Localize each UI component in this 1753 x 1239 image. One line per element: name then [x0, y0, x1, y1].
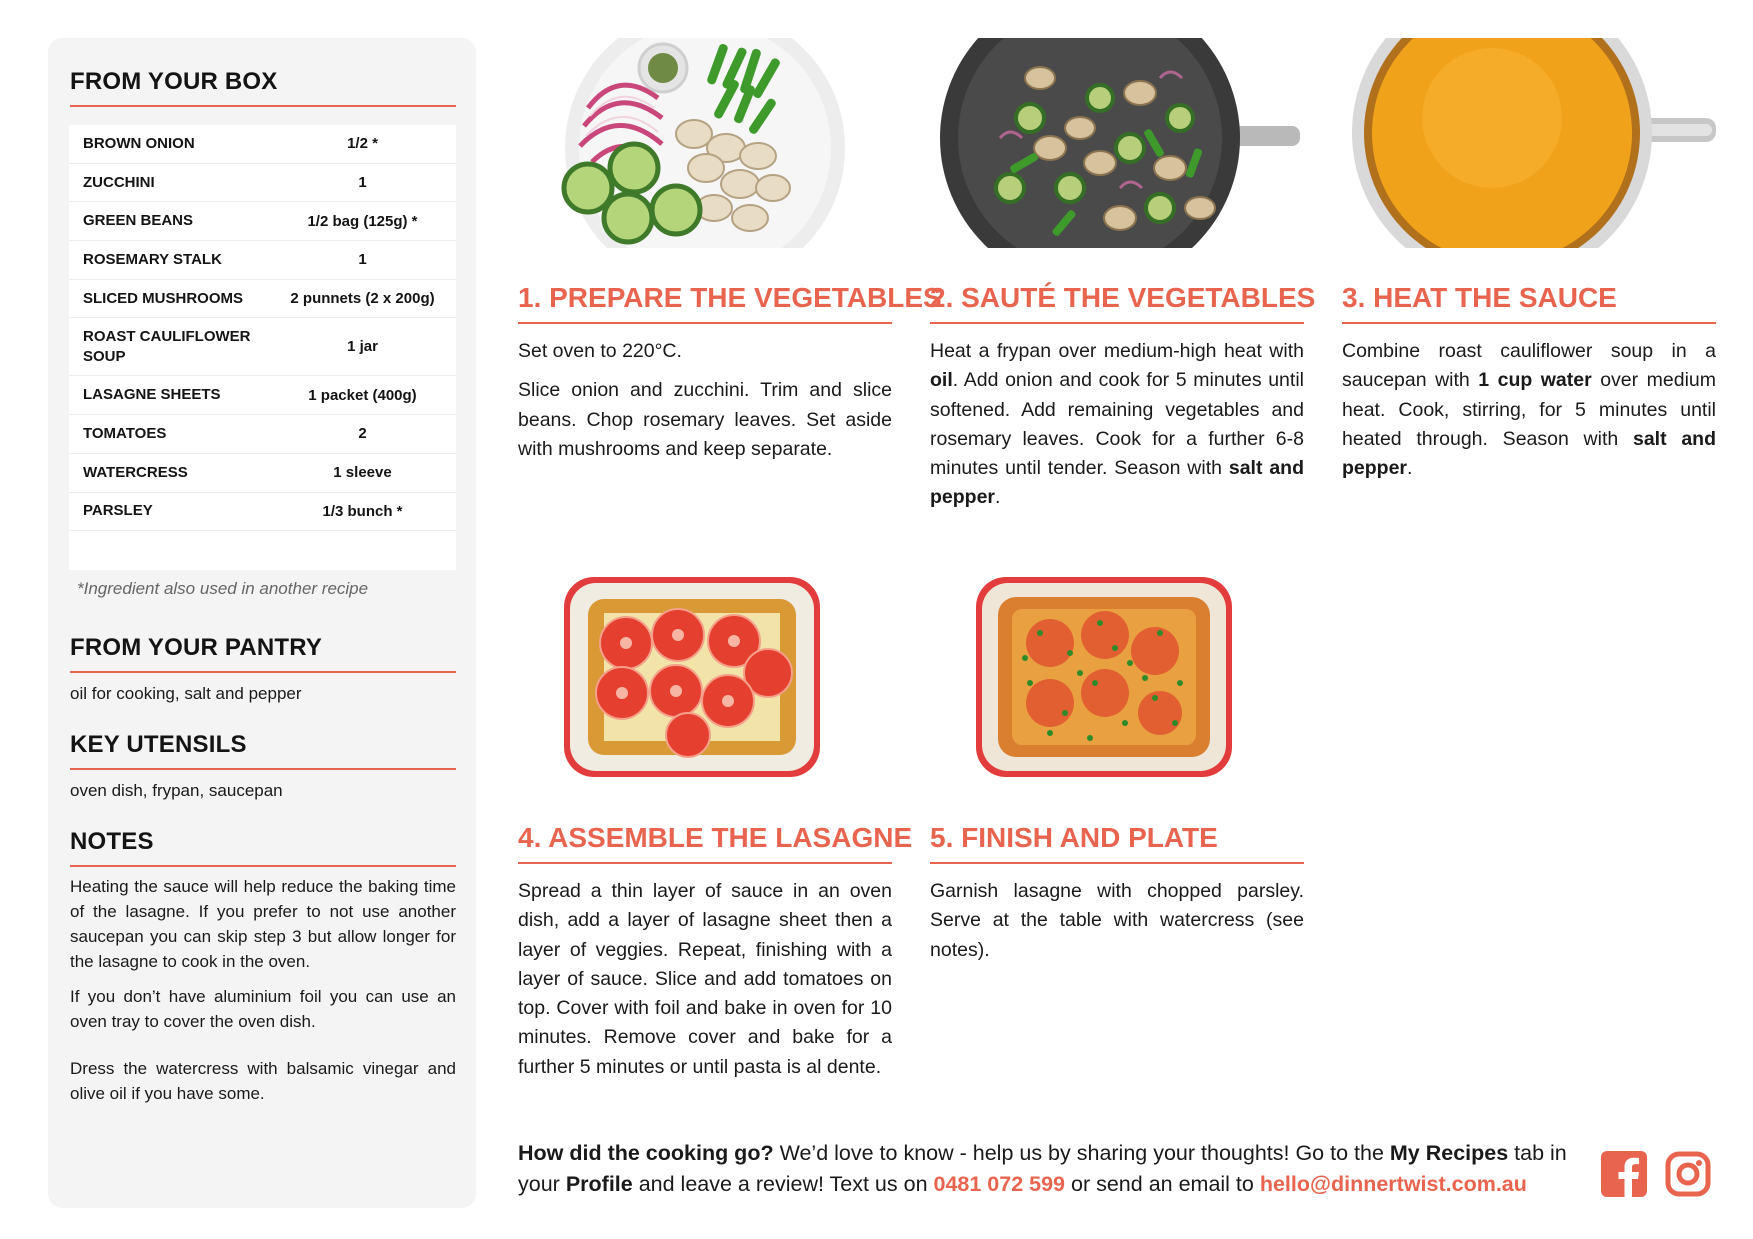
ingredient-footnote: *Ingredient also used in another recipe — [77, 579, 369, 598]
step-5-title: 5. FINISH AND PLATE — [930, 822, 1304, 864]
notes-heading: NOTES — [70, 828, 456, 867]
step-1-text: Slice onion and zucchini. Trim and slice beans. Chop rosemary leaves. Set aside with mushrooms and keep separate. — [518, 379, 892, 460]
feedback-text: tab in your — [518, 1141, 1567, 1196]
feedback-text: We’d love to know - help us by sharing your thoughts! Go to the — [773, 1141, 1390, 1165]
feedback-footer — [518, 1138, 1578, 1200]
instagram-icon[interactable] — [1665, 1151, 1711, 1197]
ingredient-qty: 1 — [358, 251, 367, 269]
note-paragraph: Heating the sauce will help reduce the baking time of the lasagne. If you prefer to not use another saucepan you can skip step 3 but allow longer for the lasagne to cook in the oven. — [70, 877, 456, 971]
step-2-text: . Add onion and cook for 5 minutes until softened. Add remaining vegetables and rosemary leaves. Cook for a further 6-8 minutes until tender. Season with — [930, 369, 1304, 480]
frypan-photo — [930, 38, 1304, 248]
facebook-icon[interactable] — [1601, 1151, 1647, 1197]
ingredient-name: BROWN ONION — [83, 134, 195, 152]
step-2-body — [930, 337, 1304, 513]
table-row — [69, 280, 456, 319]
step-2-title: 2. SAUTÉ THE VEGETABLES — [930, 282, 1304, 324]
step-3-text: over medium heat. Cook, stirring, for 5 minutes until heated through. Season with — [1342, 369, 1716, 450]
step-1-text: Set oven to 220°C. — [518, 340, 682, 362]
step-3-title: 3. HEAT THE SAUCE — [1342, 282, 1716, 324]
step-5-text: Garnish lasagne with chopped parsley. Serve at the table with watercress (see notes). — [930, 880, 1304, 961]
phone-link[interactable]: 0481 072 599 — [933, 1172, 1066, 1196]
lasagne-assembled-photo — [518, 573, 892, 783]
saucepan-photo — [1342, 38, 1716, 248]
pantry-text: oil for cooking, salt and pepper — [70, 684, 302, 703]
step-1-title: 1. PREPARE THE VEGETABLES — [518, 282, 892, 324]
step-4-title: 4. ASSEMBLE THE LASAGNE — [518, 822, 892, 864]
profile-label: Profile — [565, 1172, 633, 1196]
ingredient-name: ZUCCHINI — [83, 173, 155, 191]
table-row — [69, 202, 456, 241]
ingredient-name: SLICED MUSHROOMS — [83, 289, 244, 307]
ingredient-qty: 1 — [358, 174, 367, 192]
utensils-text: oven dish, frypan, saucepan — [70, 781, 283, 800]
table-row — [69, 318, 456, 376]
step-3-body — [1342, 337, 1716, 483]
feedback-question: How did the cooking go? — [518, 1141, 774, 1165]
ingredient-qty: 1 sleeve — [333, 464, 392, 482]
ingredient-qty: 1 packet (400g) — [308, 386, 417, 404]
ingredient-name: GREEN BEANS — [83, 212, 194, 230]
lasagne-baked-photo — [930, 573, 1304, 783]
ingredient-qty: 2 — [358, 425, 367, 443]
ingredient-name: LASAGNE SHEETS — [83, 386, 221, 404]
feedback-text: and leave a review! Text us on — [632, 1172, 934, 1196]
ingredient-name: ROSEMARY STALK — [83, 250, 222, 268]
table-row — [69, 376, 456, 415]
table-row — [69, 125, 456, 164]
step-3-text: Combine roast cauliflower soup in a saucepan with — [1342, 340, 1716, 392]
ingredient-qty: 1/2 bag (125g) * — [307, 212, 418, 230]
from-box-heading: FROM YOUR BOX — [70, 68, 456, 107]
notes-body — [70, 874, 456, 1116]
ingredients-panel — [48, 38, 476, 1208]
utensils-heading: KEY UTENSILS — [70, 731, 456, 770]
pantry-heading: FROM YOUR PANTRY — [70, 634, 456, 673]
table-row — [69, 241, 456, 280]
ingredient-name: PARSLEY — [83, 502, 153, 520]
ingredient-name: TOMATOES — [83, 424, 167, 442]
table-row — [69, 454, 456, 493]
step-3-bold: 1 cup water — [1478, 369, 1592, 392]
step-4-text: Spread a thin layer of sauce in an oven dish, add a layer of lasagne sheet then a layer of veggies. Repeat, finishing with a layer of sauce. Slice and add tomatoes on top. Cover with foil and bake in oven for 10 minutes. Remove cover and bake for a further 5 minutes or until pasta is al dente. — [518, 880, 892, 1078]
ingredient-qty: 1/2 * — [347, 135, 378, 153]
step-3-bold: salt and pepper — [1342, 427, 1716, 480]
ingredients-table — [69, 125, 456, 570]
feedback-text: or send an email to — [1065, 1172, 1260, 1196]
ingredient-qty: 1/3 bunch * — [322, 502, 403, 520]
ingredient-name: WATERCRESS — [83, 463, 188, 481]
step-1-body — [518, 337, 892, 474]
step-2-bold: salt and pepper — [930, 457, 1304, 509]
step-2-text: . — [995, 486, 1001, 509]
ingredient-name: ROAST CAULIFLOWER SOUP — [83, 327, 251, 365]
step-3-text: . — [1407, 457, 1413, 480]
my-recipes-label: My Recipes — [1389, 1141, 1509, 1165]
email-link[interactable]: hello@dinnertwist.com.au — [1259, 1172, 1527, 1196]
table-row — [69, 164, 456, 203]
step-2-text: Heat a frypan over medium-high heat with — [930, 340, 1304, 362]
ingredient-qty: 1 jar — [347, 338, 378, 356]
step-2-bold: oil — [930, 369, 953, 392]
table-row — [69, 493, 456, 532]
ingredient-qty: 2 punnets (2 x 200g) — [290, 290, 435, 308]
note-paragraph: Dress the watercress with balsamic vinegar and olive oil if you have some. — [70, 1059, 456, 1103]
note-paragraph: If you don’t have aluminium foil you can use an oven tray to cover the oven dish. — [70, 987, 456, 1031]
vegetables-bowl-photo — [518, 38, 892, 248]
table-row — [69, 415, 456, 454]
